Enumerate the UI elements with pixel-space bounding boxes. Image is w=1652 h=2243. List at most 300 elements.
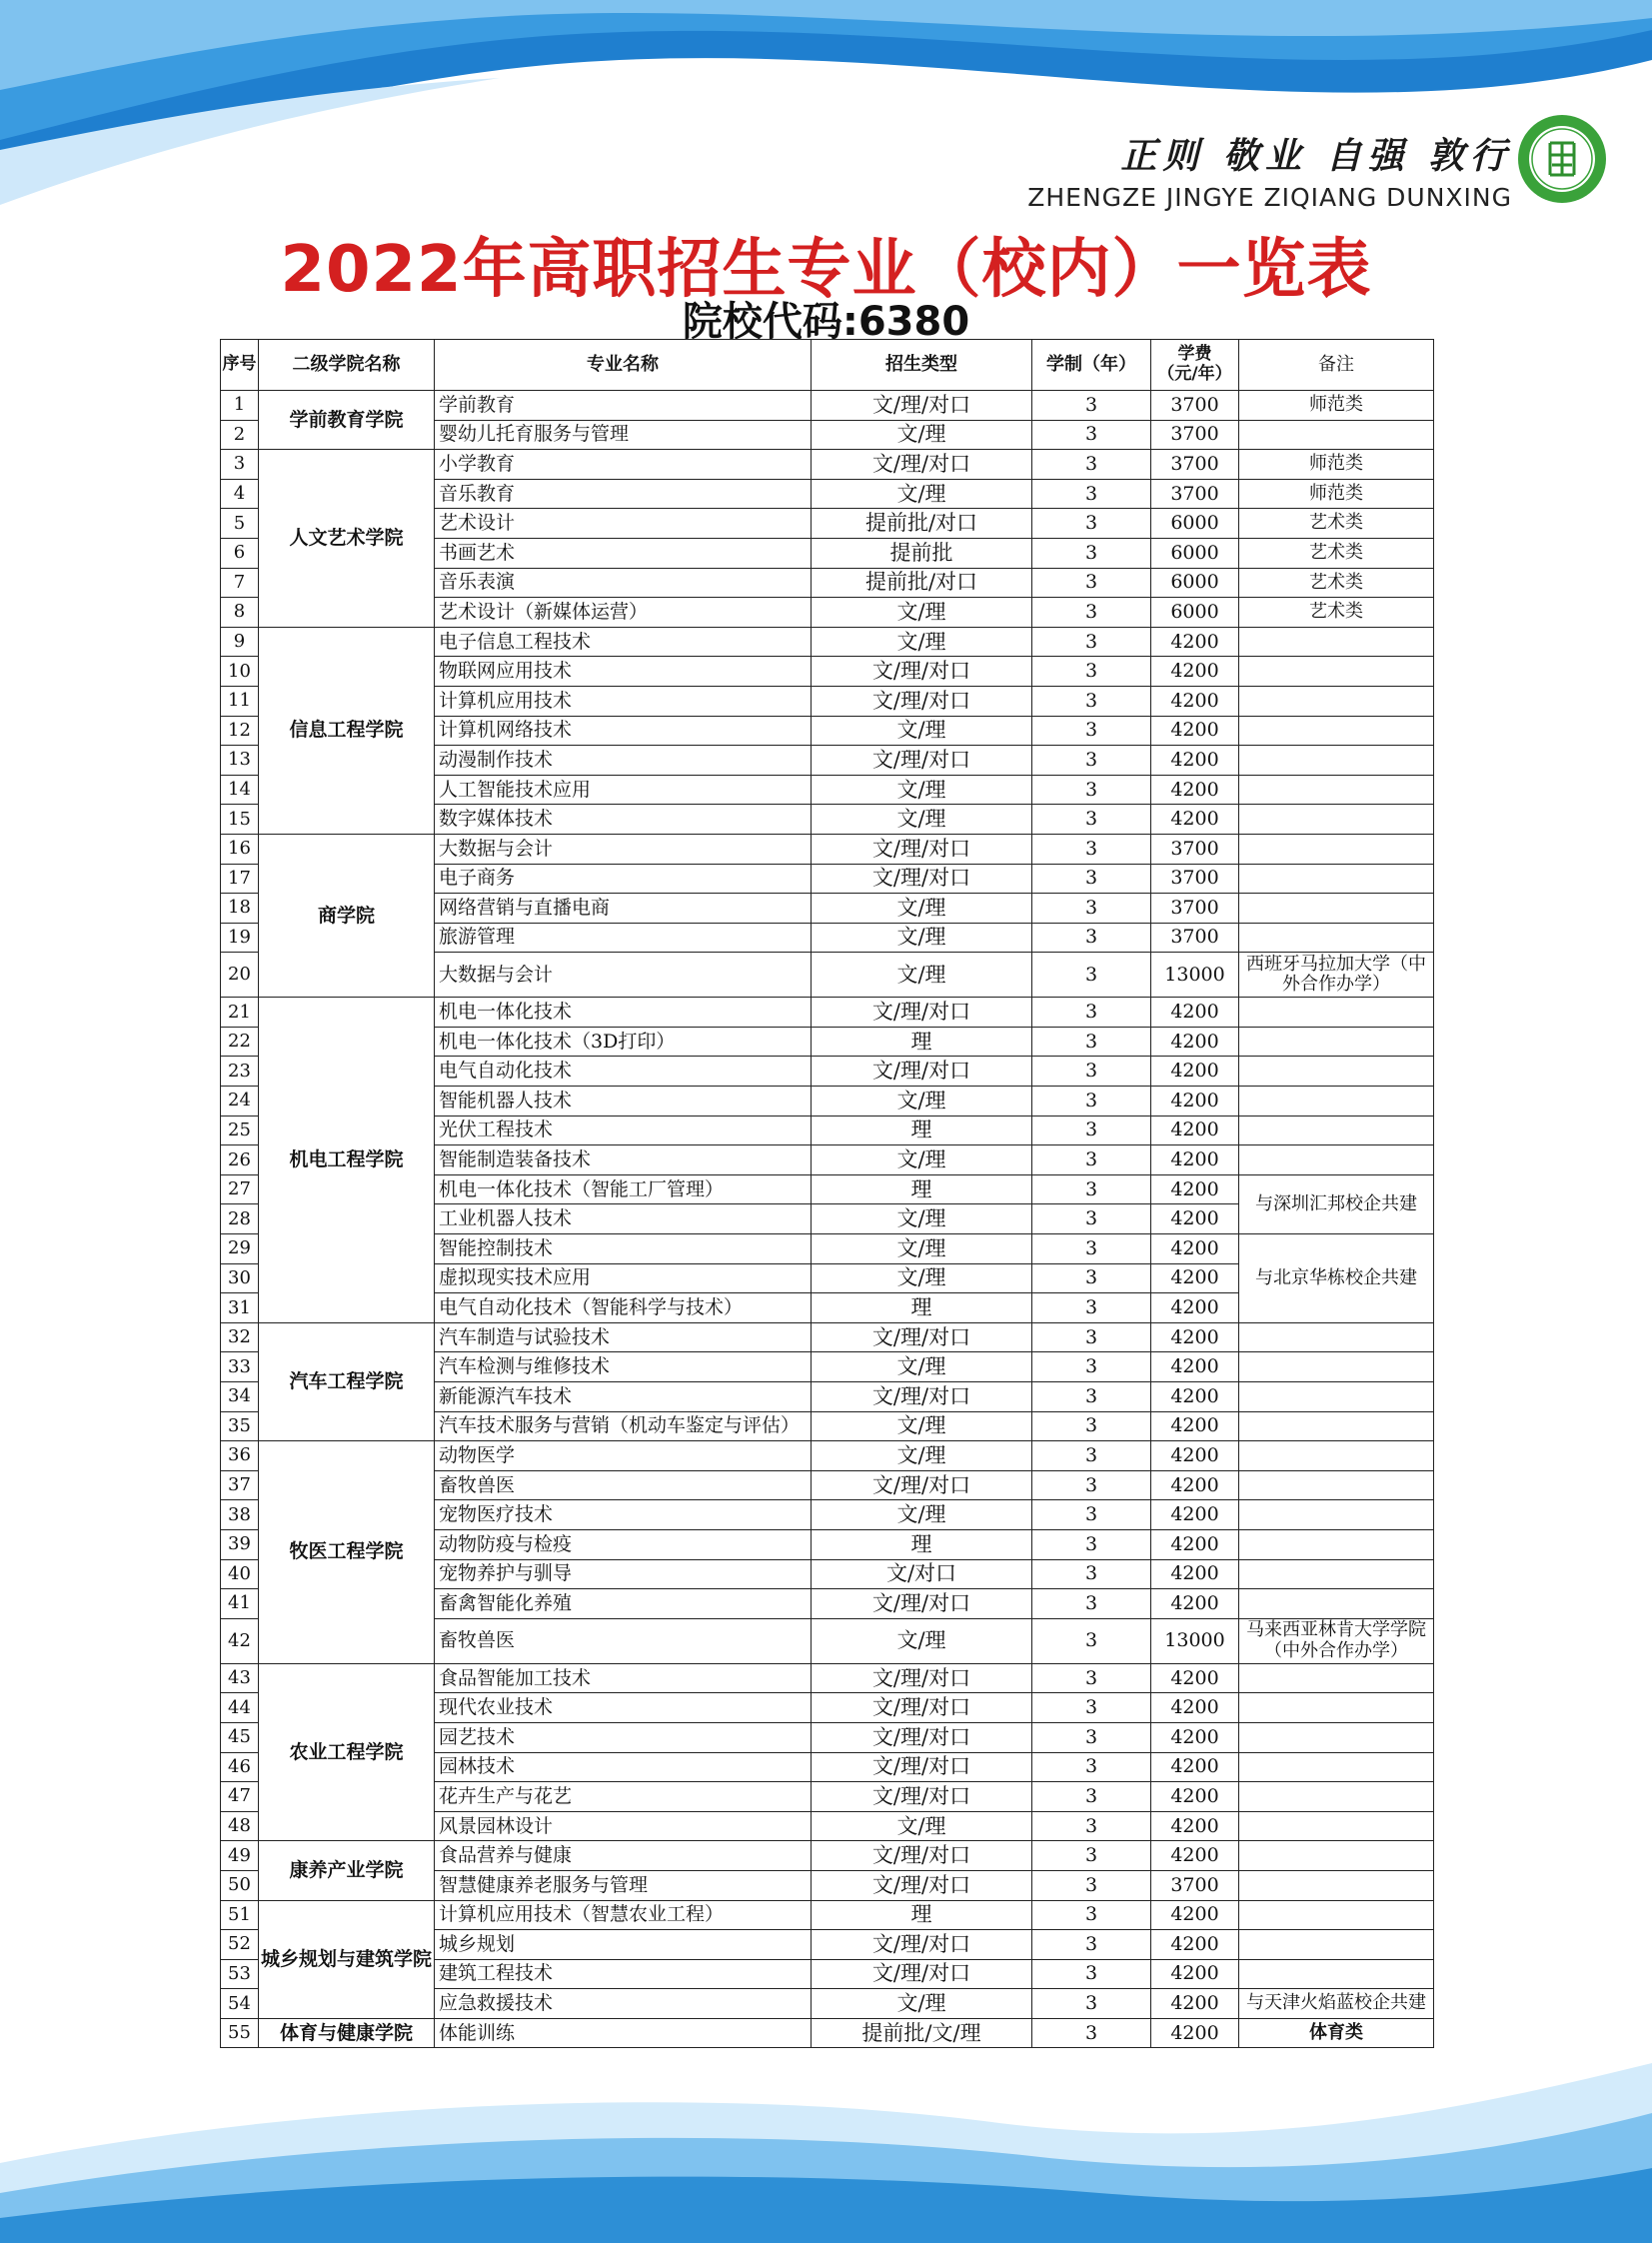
- study-years: 3: [1032, 805, 1151, 835]
- major-name: 数字媒体技术: [435, 805, 812, 835]
- major-name: 大数据与会计: [435, 834, 812, 864]
- enrollment-type: 理: [812, 1027, 1032, 1057]
- study-years: 3: [1032, 1382, 1151, 1412]
- major-name: 智慧健康养老服务与管理: [435, 1870, 812, 1900]
- table-row: [221, 391, 1434, 421]
- tuition-fee: 4200: [1151, 746, 1239, 776]
- tuition-fee: 4200: [1151, 775, 1239, 805]
- note: [1239, 1352, 1434, 1382]
- enrollment-type: 文/理/对口: [812, 450, 1032, 480]
- row-number: 15: [221, 805, 259, 835]
- note: [1239, 627, 1434, 657]
- tuition-fee: 4200: [1151, 1559, 1239, 1589]
- note: [1239, 420, 1434, 450]
- row-number: 36: [221, 1441, 259, 1471]
- enrollment-type: 文/理: [812, 1263, 1032, 1293]
- note: [1239, 1930, 1434, 1960]
- major-name: 食品智能加工技术: [435, 1663, 812, 1693]
- study-years: 3: [1032, 1293, 1151, 1323]
- major-name: 风景园林设计: [435, 1811, 812, 1841]
- tuition-fee: 4200: [1151, 686, 1239, 716]
- row-number: 23: [221, 1057, 259, 1087]
- enrollment-type: 文/理: [812, 923, 1032, 953]
- major-name: 电气自动化技术: [435, 1057, 812, 1087]
- major-name: 智能控制技术: [435, 1234, 812, 1264]
- study-years: 3: [1032, 1811, 1151, 1841]
- note: [1239, 1500, 1434, 1530]
- enrollment-type: 提前批/文/理: [812, 2018, 1032, 2048]
- enrollment-type: 文/理: [812, 953, 1032, 998]
- note: 艺术类: [1239, 598, 1434, 628]
- table-row: [221, 627, 1434, 657]
- note: [1239, 1841, 1434, 1871]
- row-number: 22: [221, 1027, 259, 1057]
- header-years: 学制（年）: [1032, 340, 1151, 391]
- note: [1239, 1411, 1434, 1441]
- tuition-fee: 4200: [1151, 1900, 1239, 1930]
- enrollment-type: 文/理: [812, 420, 1032, 450]
- header-major: 专业名称: [435, 340, 812, 391]
- enrollment-type: 理: [812, 1116, 1032, 1145]
- institution-code: 院校代码:6380: [682, 299, 970, 345]
- tuition-fee: 6000: [1151, 509, 1239, 539]
- major-name: 园林技术: [435, 1752, 812, 1782]
- tuition-fee: 4200: [1151, 1441, 1239, 1471]
- college-name: 农业工程学院: [259, 1663, 435, 1841]
- enrollment-type: 文/理: [812, 805, 1032, 835]
- enrollment-type: 文/理: [812, 479, 1032, 509]
- enrollment-type: 文/理/对口: [812, 1663, 1032, 1693]
- enrollment-type: 文/理: [812, 1087, 1032, 1117]
- note: [1239, 1959, 1434, 1989]
- study-years: 3: [1032, 1782, 1151, 1812]
- note: [1239, 1870, 1434, 1900]
- note: [1239, 1057, 1434, 1087]
- major-name: 计算机应用技术（智慧农业工程）: [435, 1900, 812, 1930]
- table-row: [221, 1900, 1434, 1930]
- tuition-fee: 13000: [1151, 953, 1239, 998]
- table-header-row: [221, 340, 1434, 391]
- major-name: 大数据与会计: [435, 953, 812, 998]
- study-years: 3: [1032, 1870, 1151, 1900]
- study-years: 3: [1032, 1263, 1151, 1293]
- study-years: 3: [1032, 864, 1151, 894]
- row-number: 7: [221, 568, 259, 598]
- enrollment-type: 提前批/对口: [812, 568, 1032, 598]
- major-name: 计算机网络技术: [435, 716, 812, 746]
- study-years: 3: [1032, 1663, 1151, 1693]
- major-name: 网络营销与直播电商: [435, 894, 812, 924]
- note: [1239, 1559, 1434, 1589]
- enrollment-type: 文/理/对口: [812, 657, 1032, 687]
- note: [1239, 1529, 1434, 1559]
- row-number: 32: [221, 1322, 259, 1352]
- tuition-fee: 4200: [1151, 1782, 1239, 1812]
- row-number: 12: [221, 716, 259, 746]
- tuition-fee: 3700: [1151, 479, 1239, 509]
- bottom-wave-decoration: [0, 2043, 1652, 2243]
- enrollment-type: 文/理/对口: [812, 1589, 1032, 1619]
- study-years: 3: [1032, 1693, 1151, 1723]
- study-years: 3: [1032, 1959, 1151, 1989]
- study-years: 3: [1032, 598, 1151, 628]
- tuition-fee: 4200: [1151, 627, 1239, 657]
- major-name: 动漫制作技术: [435, 746, 812, 776]
- note: 艺术类: [1239, 509, 1434, 539]
- tuition-fee: 4200: [1151, 1841, 1239, 1871]
- row-number: 18: [221, 894, 259, 924]
- study-years: 3: [1032, 538, 1151, 568]
- major-name: 宠物医疗技术: [435, 1500, 812, 1530]
- note: 艺术类: [1239, 538, 1434, 568]
- study-years: 3: [1032, 1411, 1151, 1441]
- row-number: 35: [221, 1411, 259, 1441]
- note: 与天津火焰蓝校企共建: [1239, 1989, 1434, 2019]
- header-note: 备注: [1239, 340, 1434, 391]
- row-number: 38: [221, 1500, 259, 1530]
- enrollment-type: 理: [812, 1174, 1032, 1204]
- study-years: 3: [1032, 1441, 1151, 1471]
- study-years: 3: [1032, 1116, 1151, 1145]
- table-row: [221, 834, 1434, 864]
- row-number: 44: [221, 1693, 259, 1723]
- major-name: 机电一体化技术（3D打印）: [435, 1027, 812, 1057]
- tuition-fee: 4200: [1151, 2018, 1239, 2048]
- study-years: 3: [1032, 2018, 1151, 2048]
- enrollment-type: 文/理/对口: [812, 1057, 1032, 1087]
- note: [1239, 1382, 1434, 1412]
- tuition-fee: 4200: [1151, 1959, 1239, 1989]
- note: 体育类: [1239, 2018, 1434, 2048]
- note: 艺术类: [1239, 568, 1434, 598]
- note: [1239, 686, 1434, 716]
- college-name: 汽车工程学院: [259, 1322, 435, 1440]
- note: [1239, 805, 1434, 835]
- enrollment-type: 文/对口: [812, 1559, 1032, 1589]
- note: 师范类: [1239, 450, 1434, 480]
- row-number: 5: [221, 509, 259, 539]
- row-number: 14: [221, 775, 259, 805]
- enrollment-type: 文/理/对口: [812, 746, 1032, 776]
- tuition-fee: 4200: [1151, 1322, 1239, 1352]
- tuition-fee: 4200: [1151, 1293, 1239, 1323]
- enrollment-table-wrapper: [220, 339, 1433, 2048]
- row-number: 39: [221, 1529, 259, 1559]
- study-years: 3: [1032, 1145, 1151, 1175]
- college-name: 人文艺术学院: [259, 450, 435, 628]
- row-number: 55: [221, 2018, 259, 2048]
- enrollment-type: 文/理: [812, 1234, 1032, 1264]
- header-college: 二级学院名称: [259, 340, 435, 391]
- study-years: 3: [1032, 1500, 1151, 1530]
- tuition-fee: 4200: [1151, 1027, 1239, 1057]
- enrollment-type: 文/理: [812, 1811, 1032, 1841]
- row-number: 4: [221, 479, 259, 509]
- row-number: 3: [221, 450, 259, 480]
- row-number: 31: [221, 1293, 259, 1323]
- study-years: 3: [1032, 953, 1151, 998]
- enrollment-type: 文/理/对口: [812, 864, 1032, 894]
- note: [1239, 716, 1434, 746]
- row-number: 10: [221, 657, 259, 687]
- study-years: 3: [1032, 1930, 1151, 1960]
- study-years: 3: [1032, 1174, 1151, 1204]
- enrollment-type: 文/理/对口: [812, 1722, 1032, 1752]
- enrollment-type: 文/理: [812, 775, 1032, 805]
- study-years: 3: [1032, 1529, 1151, 1559]
- major-name: 书画艺术: [435, 538, 812, 568]
- enrollment-type: 文/理/对口: [812, 686, 1032, 716]
- college-name: 体育与健康学院: [259, 2018, 435, 2048]
- note: 师范类: [1239, 479, 1434, 509]
- tuition-fee: 4200: [1151, 1352, 1239, 1382]
- enrollment-type: 理: [812, 1529, 1032, 1559]
- tuition-fee: 4200: [1151, 1529, 1239, 1559]
- enrollment-type: 文/理: [812, 894, 1032, 924]
- row-number: 50: [221, 1870, 259, 1900]
- enrollment-type: 文/理: [812, 1500, 1032, 1530]
- major-name: 机电一体化技术: [435, 998, 812, 1028]
- tuition-fee: 3700: [1151, 923, 1239, 953]
- major-name: 食品营养与健康: [435, 1841, 812, 1871]
- row-number: 51: [221, 1900, 259, 1930]
- major-name: 园艺技术: [435, 1722, 812, 1752]
- row-number: 49: [221, 1841, 259, 1871]
- study-years: 3: [1032, 391, 1151, 421]
- enrollment-type: 文/理: [812, 627, 1032, 657]
- study-years: 3: [1032, 923, 1151, 953]
- major-name: 电子商务: [435, 864, 812, 894]
- tuition-fee: 4200: [1151, 1663, 1239, 1693]
- study-years: 3: [1032, 1559, 1151, 1589]
- tuition-fee: 4200: [1151, 1263, 1239, 1293]
- study-years: 3: [1032, 894, 1151, 924]
- tuition-fee: 4200: [1151, 1752, 1239, 1782]
- note: [1239, 1693, 1434, 1723]
- tuition-fee: 6000: [1151, 568, 1239, 598]
- row-number: 20: [221, 953, 259, 998]
- row-number: 29: [221, 1234, 259, 1264]
- enrollment-type: 文/理/对口: [812, 1870, 1032, 1900]
- enrollment-type: 文/理: [812, 1989, 1032, 2019]
- major-name: 畜禽智能化养殖: [435, 1589, 812, 1619]
- note: [1239, 864, 1434, 894]
- study-years: 3: [1032, 420, 1151, 450]
- college-name: 城乡规划与建筑学院: [259, 1900, 435, 2018]
- study-years: 3: [1032, 1722, 1151, 1752]
- study-years: 3: [1032, 746, 1151, 776]
- note: [1239, 1782, 1434, 1812]
- college-name: 学前教育学院: [259, 391, 435, 450]
- major-name: 动物防疫与检疫: [435, 1529, 812, 1559]
- row-number: 37: [221, 1470, 259, 1500]
- row-number: 16: [221, 834, 259, 864]
- note: [1239, 746, 1434, 776]
- note: [1239, 1752, 1434, 1782]
- note: [1239, 923, 1434, 953]
- tuition-fee: 3700: [1151, 391, 1239, 421]
- study-years: 3: [1032, 1322, 1151, 1352]
- college-name: 康养产业学院: [259, 1841, 435, 1900]
- study-years: 3: [1032, 716, 1151, 746]
- major-name: 汽车检测与维修技术: [435, 1352, 812, 1382]
- note: 西班牙马拉加大学（中外合作办学）: [1239, 953, 1434, 998]
- major-name: 旅游管理: [435, 923, 812, 953]
- motto-english: ZHENGZE JINGYE ZIQIANG DUNXING: [1027, 183, 1512, 212]
- study-years: 3: [1032, 657, 1151, 687]
- tuition-fee: 4200: [1151, 1500, 1239, 1530]
- major-name: 体能训练: [435, 2018, 812, 2048]
- row-number: 9: [221, 627, 259, 657]
- major-name: 计算机应用技术: [435, 686, 812, 716]
- major-name: 应急救援技术: [435, 1989, 812, 2019]
- tuition-fee: 4200: [1151, 1057, 1239, 1087]
- row-number: 42: [221, 1618, 259, 1663]
- row-number: 13: [221, 746, 259, 776]
- note: [1239, 998, 1434, 1028]
- enrollment-type: 提前批: [812, 538, 1032, 568]
- enrollment-type: 文/理: [812, 716, 1032, 746]
- study-years: 3: [1032, 1470, 1151, 1500]
- tuition-fee: 3700: [1151, 894, 1239, 924]
- enrollment-type: 文/理/对口: [812, 998, 1032, 1028]
- tuition-fee: 4200: [1151, 1204, 1239, 1234]
- enrollment-type: 文/理/对口: [812, 1841, 1032, 1871]
- note: [1239, 1087, 1434, 1117]
- row-number: 34: [221, 1382, 259, 1412]
- tuition-fee: 4200: [1151, 1722, 1239, 1752]
- enrollment-type: 文/理/对口: [812, 1693, 1032, 1723]
- tuition-fee: 3700: [1151, 834, 1239, 864]
- tuition-fee: 4200: [1151, 805, 1239, 835]
- row-number: 54: [221, 1989, 259, 2019]
- enrollment-type: 文/理/对口: [812, 834, 1032, 864]
- tuition-fee: 4200: [1151, 1087, 1239, 1117]
- major-name: 宠物养护与驯导: [435, 1559, 812, 1589]
- study-years: 3: [1032, 1204, 1151, 1234]
- study-years: 3: [1032, 998, 1151, 1028]
- major-name: 艺术设计（新媒体运营）: [435, 598, 812, 628]
- study-years: 3: [1032, 450, 1151, 480]
- enrollment-type: 文/理: [812, 1352, 1032, 1382]
- row-number: 1: [221, 391, 259, 421]
- study-years: 3: [1032, 1618, 1151, 1663]
- major-name: 婴幼儿托育服务与管理: [435, 420, 812, 450]
- tuition-fee: 6000: [1151, 598, 1239, 628]
- study-years: 3: [1032, 1900, 1151, 1930]
- enrollment-type: 提前批/对口: [812, 509, 1032, 539]
- note: [1239, 1027, 1434, 1057]
- college-name: 商学院: [259, 834, 435, 997]
- tuition-fee: 6000: [1151, 538, 1239, 568]
- enrollment-type: 文/理/对口: [812, 1382, 1032, 1412]
- major-name: 动物医学: [435, 1441, 812, 1471]
- table-row: [221, 1322, 1434, 1352]
- note: 马来西亚林肯大学学院（中外合作办学）: [1239, 1618, 1434, 1663]
- row-number: 46: [221, 1752, 259, 1782]
- study-years: 3: [1032, 1589, 1151, 1619]
- row-number: 33: [221, 1352, 259, 1382]
- row-number: 53: [221, 1959, 259, 1989]
- major-name: 新能源汽车技术: [435, 1382, 812, 1412]
- study-years: 3: [1032, 1087, 1151, 1117]
- major-name: 光伏工程技术: [435, 1116, 812, 1145]
- row-number: 40: [221, 1559, 259, 1589]
- note: [1239, 1145, 1434, 1175]
- enrollment-type: 文/理: [812, 1441, 1032, 1471]
- enrollment-type: 文/理/对口: [812, 1470, 1032, 1500]
- note: [1239, 1663, 1434, 1693]
- row-number: 8: [221, 598, 259, 628]
- note: [1239, 834, 1434, 864]
- major-name: 汽车技术服务与营销（机动车鉴定与评估）: [435, 1411, 812, 1441]
- table-row: [221, 1441, 1434, 1471]
- major-name: 汽车制造与试验技术: [435, 1322, 812, 1352]
- enrollment-type: 文/理/对口: [812, 1752, 1032, 1782]
- tuition-fee: 4200: [1151, 716, 1239, 746]
- tuition-fee: 4200: [1151, 1174, 1239, 1204]
- row-number: 21: [221, 998, 259, 1028]
- note: [1239, 1589, 1434, 1619]
- table-row: [221, 1663, 1434, 1693]
- major-name: 电子信息工程技术: [435, 627, 812, 657]
- tuition-fee: 3700: [1151, 450, 1239, 480]
- row-number: 48: [221, 1811, 259, 1841]
- note: [1239, 1900, 1434, 1930]
- tuition-fee: 3700: [1151, 420, 1239, 450]
- row-number: 28: [221, 1204, 259, 1234]
- header-fee: 学费 （元/年）: [1151, 340, 1239, 391]
- enrollment-type: 文/理/对口: [812, 1782, 1032, 1812]
- enrollment-table: [220, 339, 1434, 2048]
- major-name: 虚拟现实技术应用: [435, 1263, 812, 1293]
- note: [1239, 1116, 1434, 1145]
- major-name: 建筑工程技术: [435, 1959, 812, 1989]
- college-name: 机电工程学院: [259, 998, 435, 1323]
- row-number: 27: [221, 1174, 259, 1204]
- study-years: 3: [1032, 1841, 1151, 1871]
- college-name: 牧医工程学院: [259, 1441, 435, 1664]
- tuition-fee: 4200: [1151, 1930, 1239, 1960]
- study-years: 3: [1032, 1752, 1151, 1782]
- study-years: 3: [1032, 686, 1151, 716]
- row-number: 43: [221, 1663, 259, 1693]
- tuition-fee: 3700: [1151, 864, 1239, 894]
- row-number: 41: [221, 1589, 259, 1619]
- enrollment-type: 文/理/对口: [812, 1322, 1032, 1352]
- major-name: 音乐表演: [435, 568, 812, 598]
- tuition-fee: 4200: [1151, 1989, 1239, 2019]
- major-name: 智能机器人技术: [435, 1087, 812, 1117]
- row-number: 19: [221, 923, 259, 953]
- study-years: 3: [1032, 1057, 1151, 1087]
- motto: [1027, 128, 1512, 212]
- row-number: 6: [221, 538, 259, 568]
- study-years: 3: [1032, 627, 1151, 657]
- college-logo-icon: [1516, 113, 1608, 205]
- major-name: 艺术设计: [435, 509, 812, 539]
- tuition-fee: 13000: [1151, 1618, 1239, 1663]
- tuition-fee: 4200: [1151, 1145, 1239, 1175]
- tuition-fee: 4200: [1151, 1811, 1239, 1841]
- tuition-fee: 4200: [1151, 1693, 1239, 1723]
- row-number: 17: [221, 864, 259, 894]
- tuition-fee: 4200: [1151, 1382, 1239, 1412]
- tuition-fee: 4200: [1151, 1411, 1239, 1441]
- note-merged: 与深圳汇邦校企共建: [1239, 1174, 1434, 1233]
- table-body: [221, 391, 1434, 2048]
- study-years: 3: [1032, 479, 1151, 509]
